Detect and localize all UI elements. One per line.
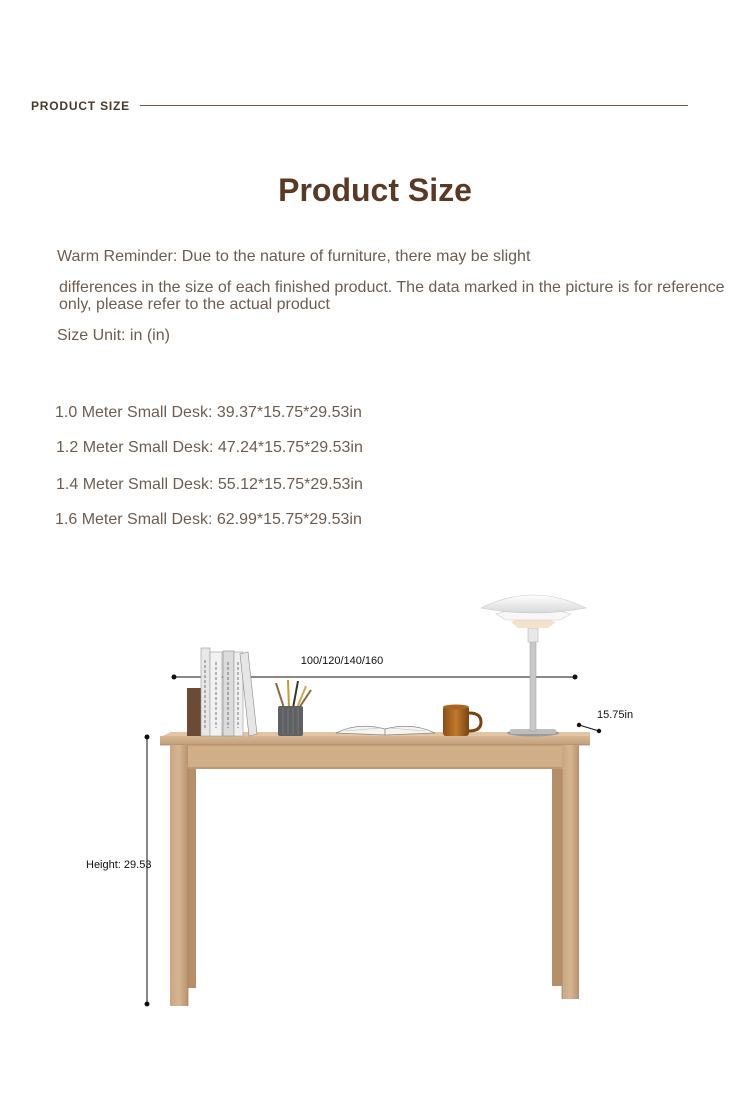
- mug: [443, 705, 481, 737]
- desk: [160, 732, 590, 1006]
- reminder-line-1: Warm Reminder: Due to the nature of furniture, there may be slight: [57, 248, 531, 265]
- depth-dimension: [577, 723, 601, 733]
- lamp: [481, 595, 586, 737]
- pen-holder: [276, 680, 311, 736]
- depth-label: 15.75in: [597, 709, 634, 721]
- section-label: PRODUCT SIZE: [31, 99, 130, 113]
- reminder-line-3: only, please refer to the actual product: [59, 296, 330, 313]
- books: [187, 648, 257, 736]
- size-unit: Size Unit: in (in): [57, 327, 170, 344]
- page-title: Product Size: [278, 172, 472, 208]
- spec-1-2-meter: 1.2 Meter Small Desk: 47.24*15.75*29.53in: [56, 439, 363, 456]
- spec-1-6-meter: 1.6 Meter Small Desk: 62.99*15.75*29.53in: [55, 511, 362, 528]
- reminder-line-2: differences in the size of each finished product. The data marked in the picture is for reference: [59, 279, 725, 296]
- spec-1-0-meter: 1.0 Meter Small Desk: 39.37*15.75*29.53in: [55, 404, 362, 421]
- height-label: Height: 29.53: [86, 859, 152, 871]
- spec-1-4-meter: 1.4 Meter Small Desk: 55.12*15.75*29.53in: [56, 476, 363, 493]
- open-book: [336, 726, 435, 735]
- width-label: 100/120/140/160: [300, 655, 384, 667]
